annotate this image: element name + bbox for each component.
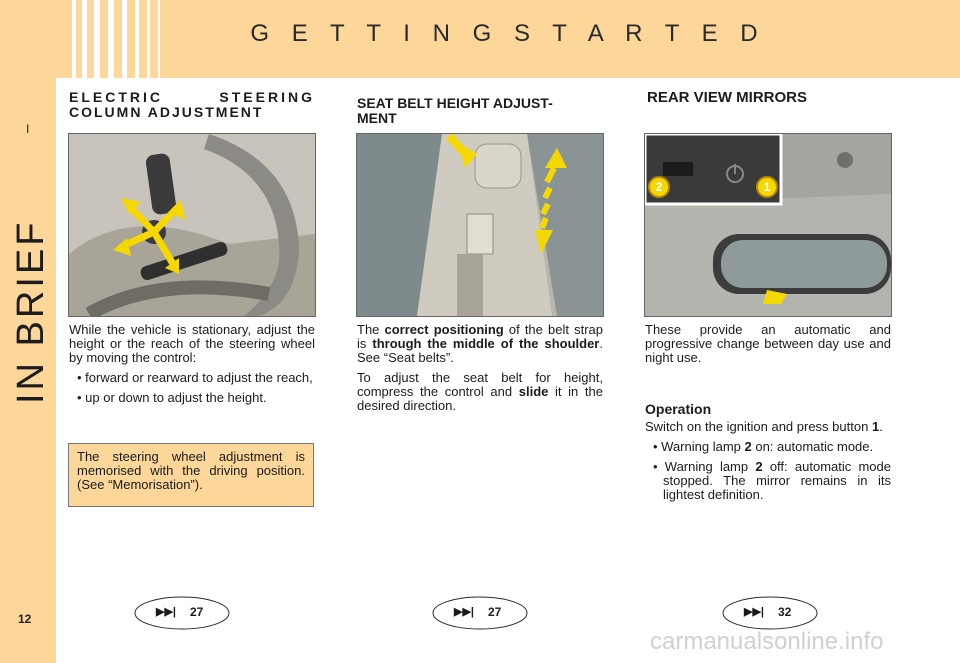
page-ref-seatbelt[interactable] xyxy=(432,596,528,630)
operation-intro: Switch on the ignition and press button 1. xyxy=(645,419,883,434)
operation-heading: Operation xyxy=(645,401,712,417)
steering-intro: While the vehicle is stationary, adjust the height or the reach of the steering wheel by moving the control: xyxy=(69,322,315,365)
operation-body xyxy=(645,420,891,508)
ref-page-number: 32 xyxy=(778,605,792,619)
fast-forward-icon: ▶▶| xyxy=(454,606,474,618)
seatbelt-photo xyxy=(356,133,604,317)
operation-bullet-off: • Warning lamp 2 off: automatic mode stopped. The mirror remains in its lightest definition. xyxy=(653,459,891,502)
seatbelt-para1: The correct positioning of the belt strap is through the middle of the shoulder. See “Seat belts”. xyxy=(357,322,603,365)
seatbelt-para2: To adjust the seat belt for height, compress the control and slide it in the desired direction. xyxy=(357,370,603,413)
steering-bullet-height: • up or down to adjust the height. xyxy=(77,390,267,405)
steering-bullet-reach: • forward or rearward to adjust the reach, xyxy=(77,370,313,385)
watermark: carmanualsonline.info xyxy=(650,628,884,655)
page-number: 12 xyxy=(18,612,32,626)
page-ref-steering[interactable] xyxy=(134,596,230,630)
fast-forward-icon: ▶▶| xyxy=(156,606,176,618)
steering-heading-line1: ELECTRIC STEERING xyxy=(69,89,315,105)
mirrors-intro: These provide an automatic and progressive change between day use and night use. xyxy=(645,322,891,365)
mirrors-heading: REAR VIEW MIRRORS xyxy=(647,89,808,106)
callout-2: 2 xyxy=(648,176,670,198)
seatbelt-body xyxy=(357,323,603,419)
chapter-number: I xyxy=(26,122,30,136)
fast-forward-icon: ▶▶| xyxy=(744,606,764,618)
page-title: G E T T I N G S T A R T E D xyxy=(250,20,766,47)
seatbelt-heading-line1: SEAT BELT HEIGHT ADJUST- xyxy=(357,95,553,111)
ref-oval xyxy=(134,596,230,630)
chapter-label: IN BRIEF xyxy=(10,219,52,404)
steering-column-photo xyxy=(68,133,316,317)
steering-heading-line2: COLUMN ADJUSTMENT xyxy=(69,104,264,120)
memorisation-note: The steering wheel adjustment is memorised with the driving position. (See “Memorisation”). xyxy=(68,443,314,507)
page-ref-mirrors[interactable] xyxy=(722,596,818,630)
callout-1: 1 xyxy=(756,176,778,198)
seatbelt-heading-line2: MENT xyxy=(357,110,397,126)
ref-oval xyxy=(432,596,528,630)
ref-oval xyxy=(722,596,818,630)
mirror-photo xyxy=(644,133,892,317)
operation-bullet-on: • Warning lamp 2 on: automatic mode. xyxy=(653,439,874,454)
ref-page-number: 27 xyxy=(190,605,204,619)
steering-body xyxy=(69,323,315,411)
ref-page-number: 27 xyxy=(488,605,502,619)
